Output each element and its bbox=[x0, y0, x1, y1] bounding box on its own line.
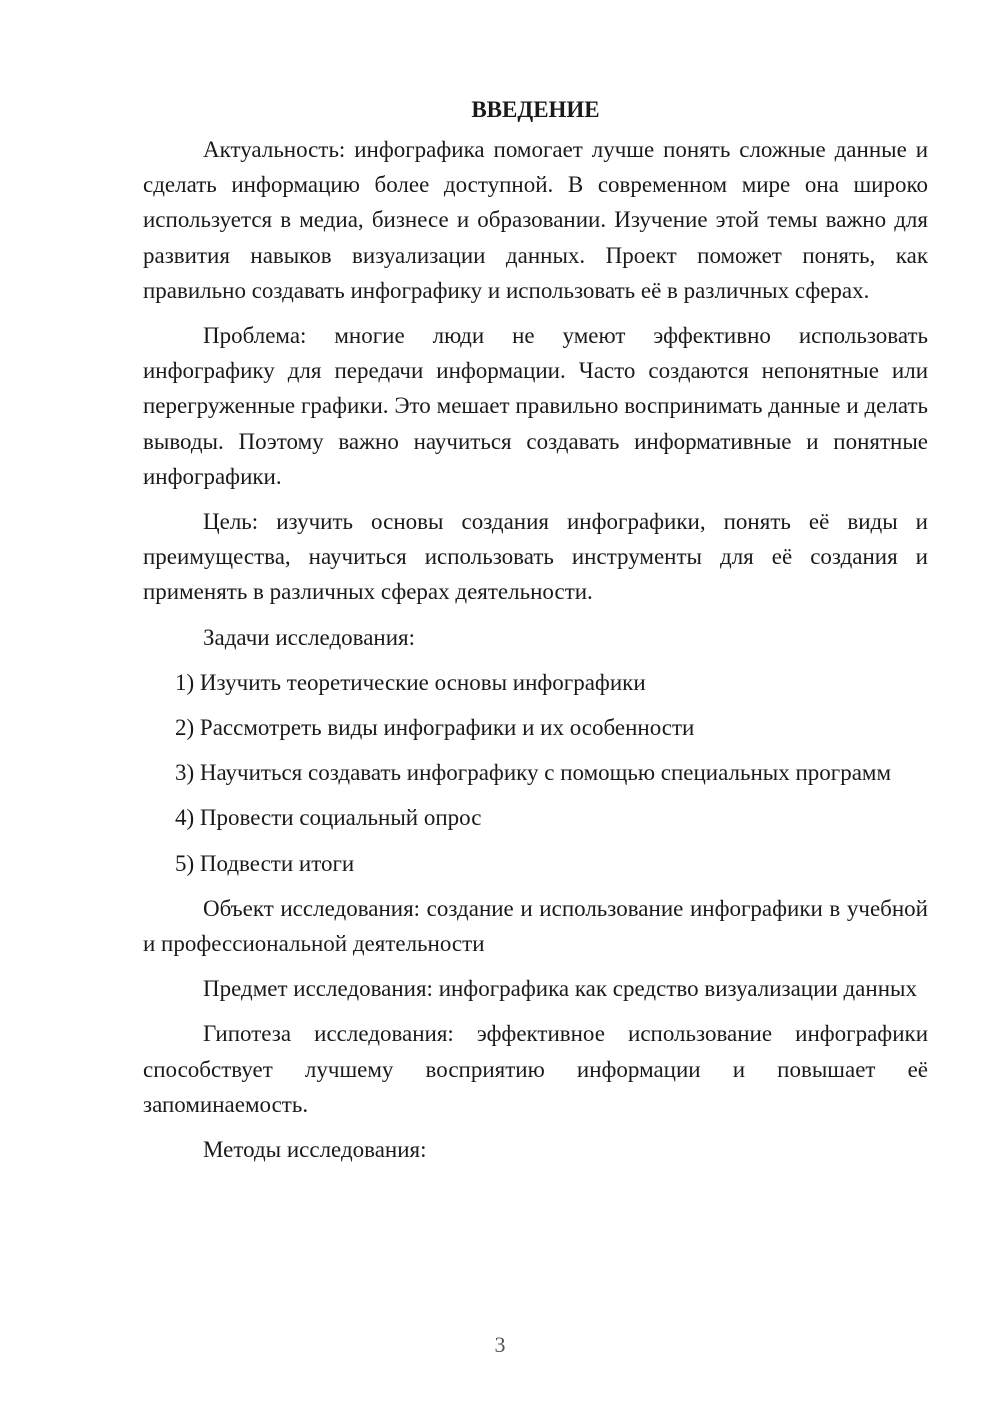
list-item: 1) Изучить теоретические основы инфографики bbox=[175, 669, 646, 695]
list-item: 4) Провести социальный опрос bbox=[175, 805, 482, 831]
page-content bbox=[143, 92, 928, 1177]
research-subject-paragraph: Предмет исследования: инфографика как средство визуализации данных bbox=[203, 976, 917, 1002]
problem-paragraph: Проблема: многие люди не умеют эффективно использовать инфографику для передачи информации. Часто создаются непонятные или перегруженные графики. Это мешает правильно воспринимать данные и делать выводы. Поэтому важно научиться создавать информативные и понятные инфографики. bbox=[143, 323, 928, 489]
relevance-paragraph: Актуальность: инфографика помогает лучше понять сложные данные и сделать информацию более доступной. В современном мире она широко используется в медиа, бизнесе и образовании. Изучение этой темы важно для развития навыков визуализации данных. Проект поможет понять, как правильно создавать инфографику и использовать её в различных сферах. bbox=[143, 137, 928, 303]
page-title: ВВЕДЕНИЕ bbox=[471, 97, 600, 122]
goal-paragraph: Цель: изучить основы создания инфографики, понять её виды и преимущества, научиться использовать инструменты для её создания и применять в различных сферах деятельности. bbox=[143, 509, 928, 605]
research-methods-heading: Методы исследования: bbox=[203, 1137, 427, 1163]
list-item: 2) Рассмотреть виды инфографики и их особенности bbox=[175, 715, 695, 741]
tasks-heading: Задачи исследования: bbox=[203, 624, 416, 650]
list-item: 3) Научиться создавать инфографику с помощью специальных программ bbox=[175, 760, 892, 786]
page-number: 3 bbox=[494, 1332, 506, 1357]
list-item: 5) Подвести итоги bbox=[175, 850, 355, 876]
tasks-list bbox=[143, 665, 928, 881]
research-hypothesis-paragraph: Гипотеза исследования: эффективное использование инфографики способствует лучшему восприятию информации и повышает её запоминаемость. bbox=[143, 1021, 928, 1117]
research-object-paragraph: Объект исследования: создание и использование инфографики в учебной и профессиональной деятельности bbox=[143, 895, 928, 957]
